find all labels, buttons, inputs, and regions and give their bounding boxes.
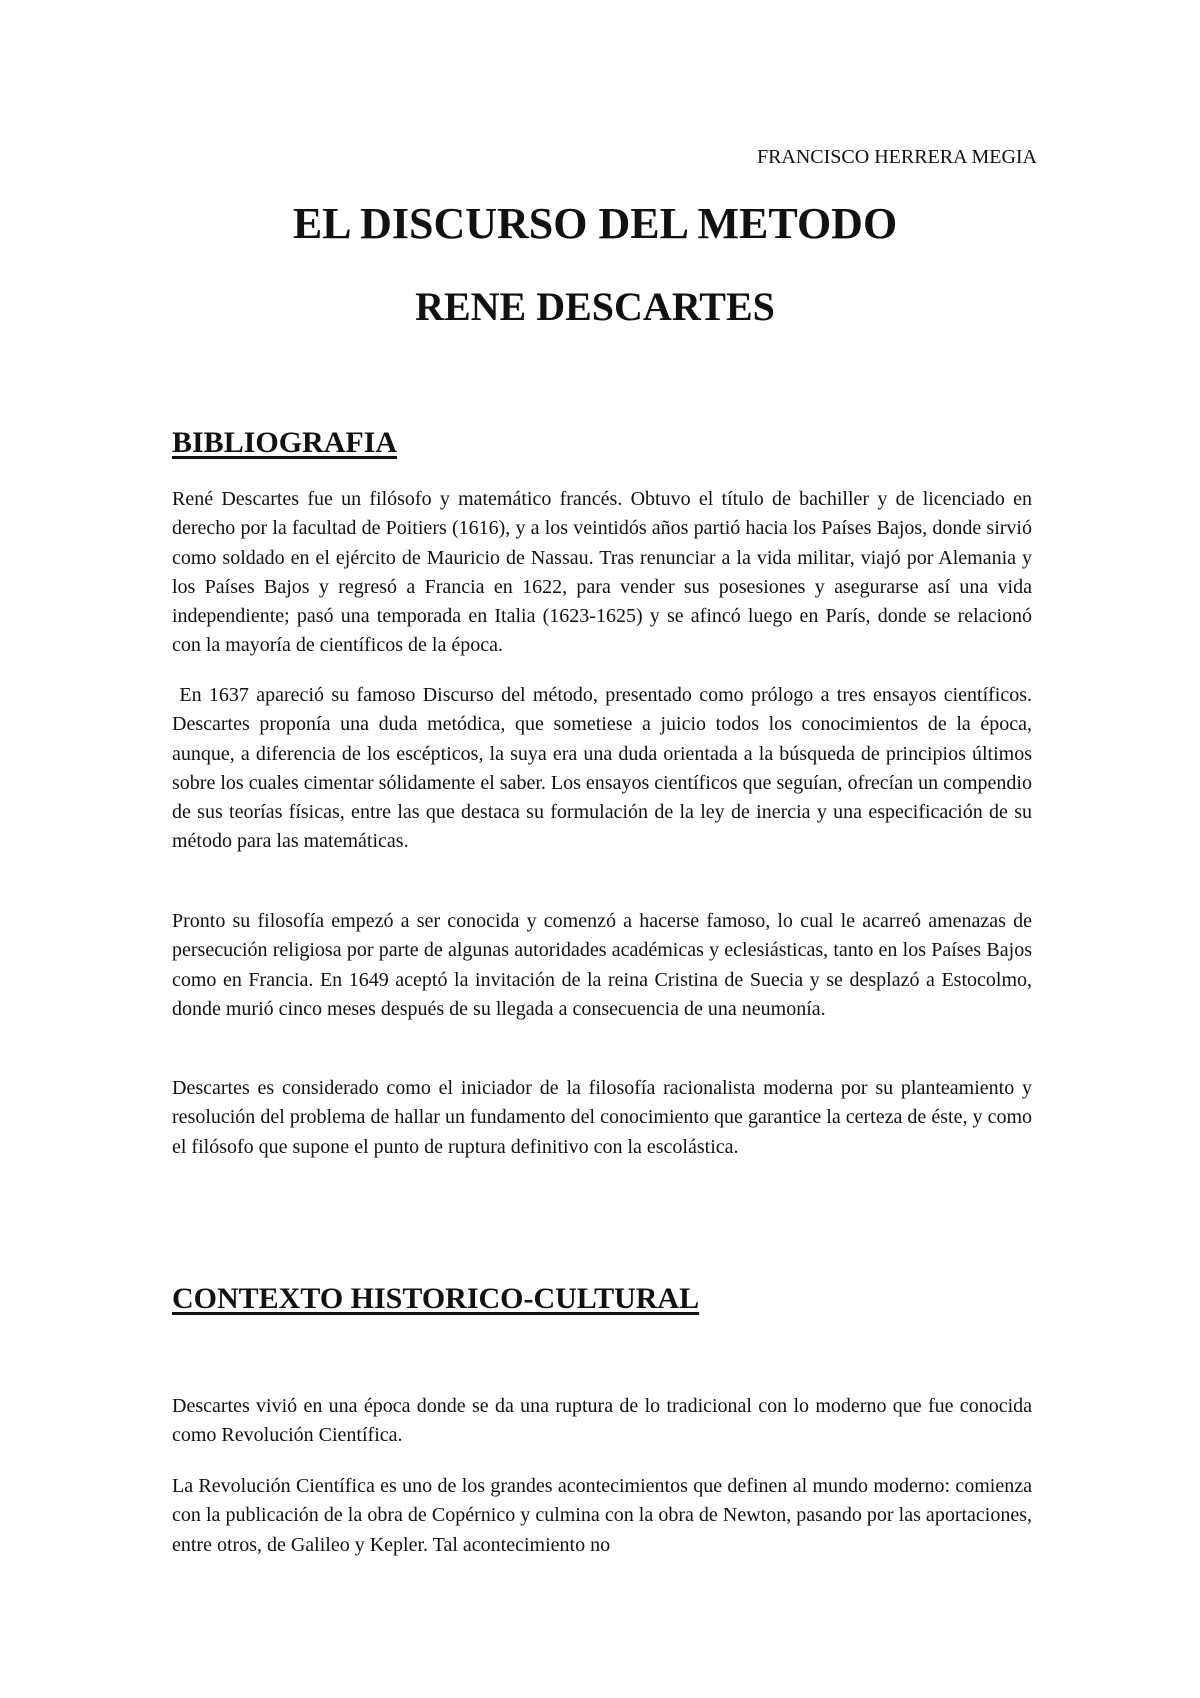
paragraph-text: Descartes vivió en una época donde se da una ruptura de lo tradicional con lo moderno que fue conocida como Revolución Científica.: [172, 1395, 1032, 1447]
section-heading: BIBLIOGRAFIA: [172, 426, 398, 459]
paragraph-text: En 1637 apareció su famoso Discurso del método, presentado como prólogo a tres ensayos científicos. Descartes proponía una duda metódica, que sometiese a juicio todos los conocimientos de la época, aunque, a diferencia de los escépticos, la suya era una duda orientada a la búsqueda de principios últimos sobre los cuales cimentar sólidamente el saber. Los ensayos científicos que seguían, ofrecían un compendio de sus teorías físicas, entre las que destaca su formulación de la ley de inercia y una especificación de su método para las matemáticas.: [172, 684, 1038, 853]
paragraph-text: Descartes es considerado como el iniciador de la filosofía racionalista moderna por su planteamiento y resolución del problema de hallar un fundamento del conocimiento que garantice la certeza de éste, y como el filósofo que supone el punto de ruptura definitivo con la escolástica.: [172, 1077, 1032, 1158]
document-subtitle: RENE DESCARTES: [415, 284, 775, 329]
section-heading: CONTEXTO HISTORICO-CULTURAL: [172, 1282, 700, 1315]
paragraph-text: La Revolución Científica es uno de los grandes acontecimientos que definen al mundo moderno: comienza con la publicación de la obra de Copérnico y culmina con la obra de Newton, pasando por las aportaciones, entre otros, de Galileo y Kepler. Tal acontecimiento no: [172, 1475, 1032, 1556]
author-name: FRANCISCO HERRERA MEGIA: [756, 146, 1037, 168]
paragraph: [172, 1074, 1032, 1162]
paragraph-text: René Descartes fue un filósofo y matemático francés. Obtuvo el título de bachiller y de licenciado en derecho por la facultad de Poitiers (1616), y a los veintidós años partió hacia los Países Bajos, donde sirvió como soldado en el ejército de Mauricio de Nassau. Tras renunciar a la vida militar, viajó por Alemania y los Países Bajos y regresó a Francia en 1622, para vender sus posesiones y asegurarse así una vida independiente; pasó una temporada en Italia (1623-1625) y se afincó luego en París, donde se relacionó con la mayoría de científicos de la época.: [172, 488, 1032, 657]
paragraph: [172, 907, 1032, 1024]
section-bibliografia: [172, 428, 1032, 458]
paragraph-text: Pronto su filosofía empezó a ser conocida y comenzó a hacerse famoso, lo cual le acarreó amenazas de persecución religiosa por parte de algunas autoridades académicas y eclesiásticas, tanto en los Países Bajos como en Francia. En 1649 aceptó la invitación de la reina Cristina de Suecia y se desplazó a Estocolmo, donde murió cinco meses después de su llegada a consecuencia de una neumonía.: [172, 910, 1032, 1020]
document-title: EL DISCURSO DEL METODO: [292, 199, 898, 248]
section-contexto: [172, 1284, 1032, 1314]
paragraph: [172, 1472, 1032, 1560]
paragraph: [172, 681, 1038, 857]
paragraph: [172, 1392, 1032, 1451]
paragraph: [172, 485, 1032, 661]
